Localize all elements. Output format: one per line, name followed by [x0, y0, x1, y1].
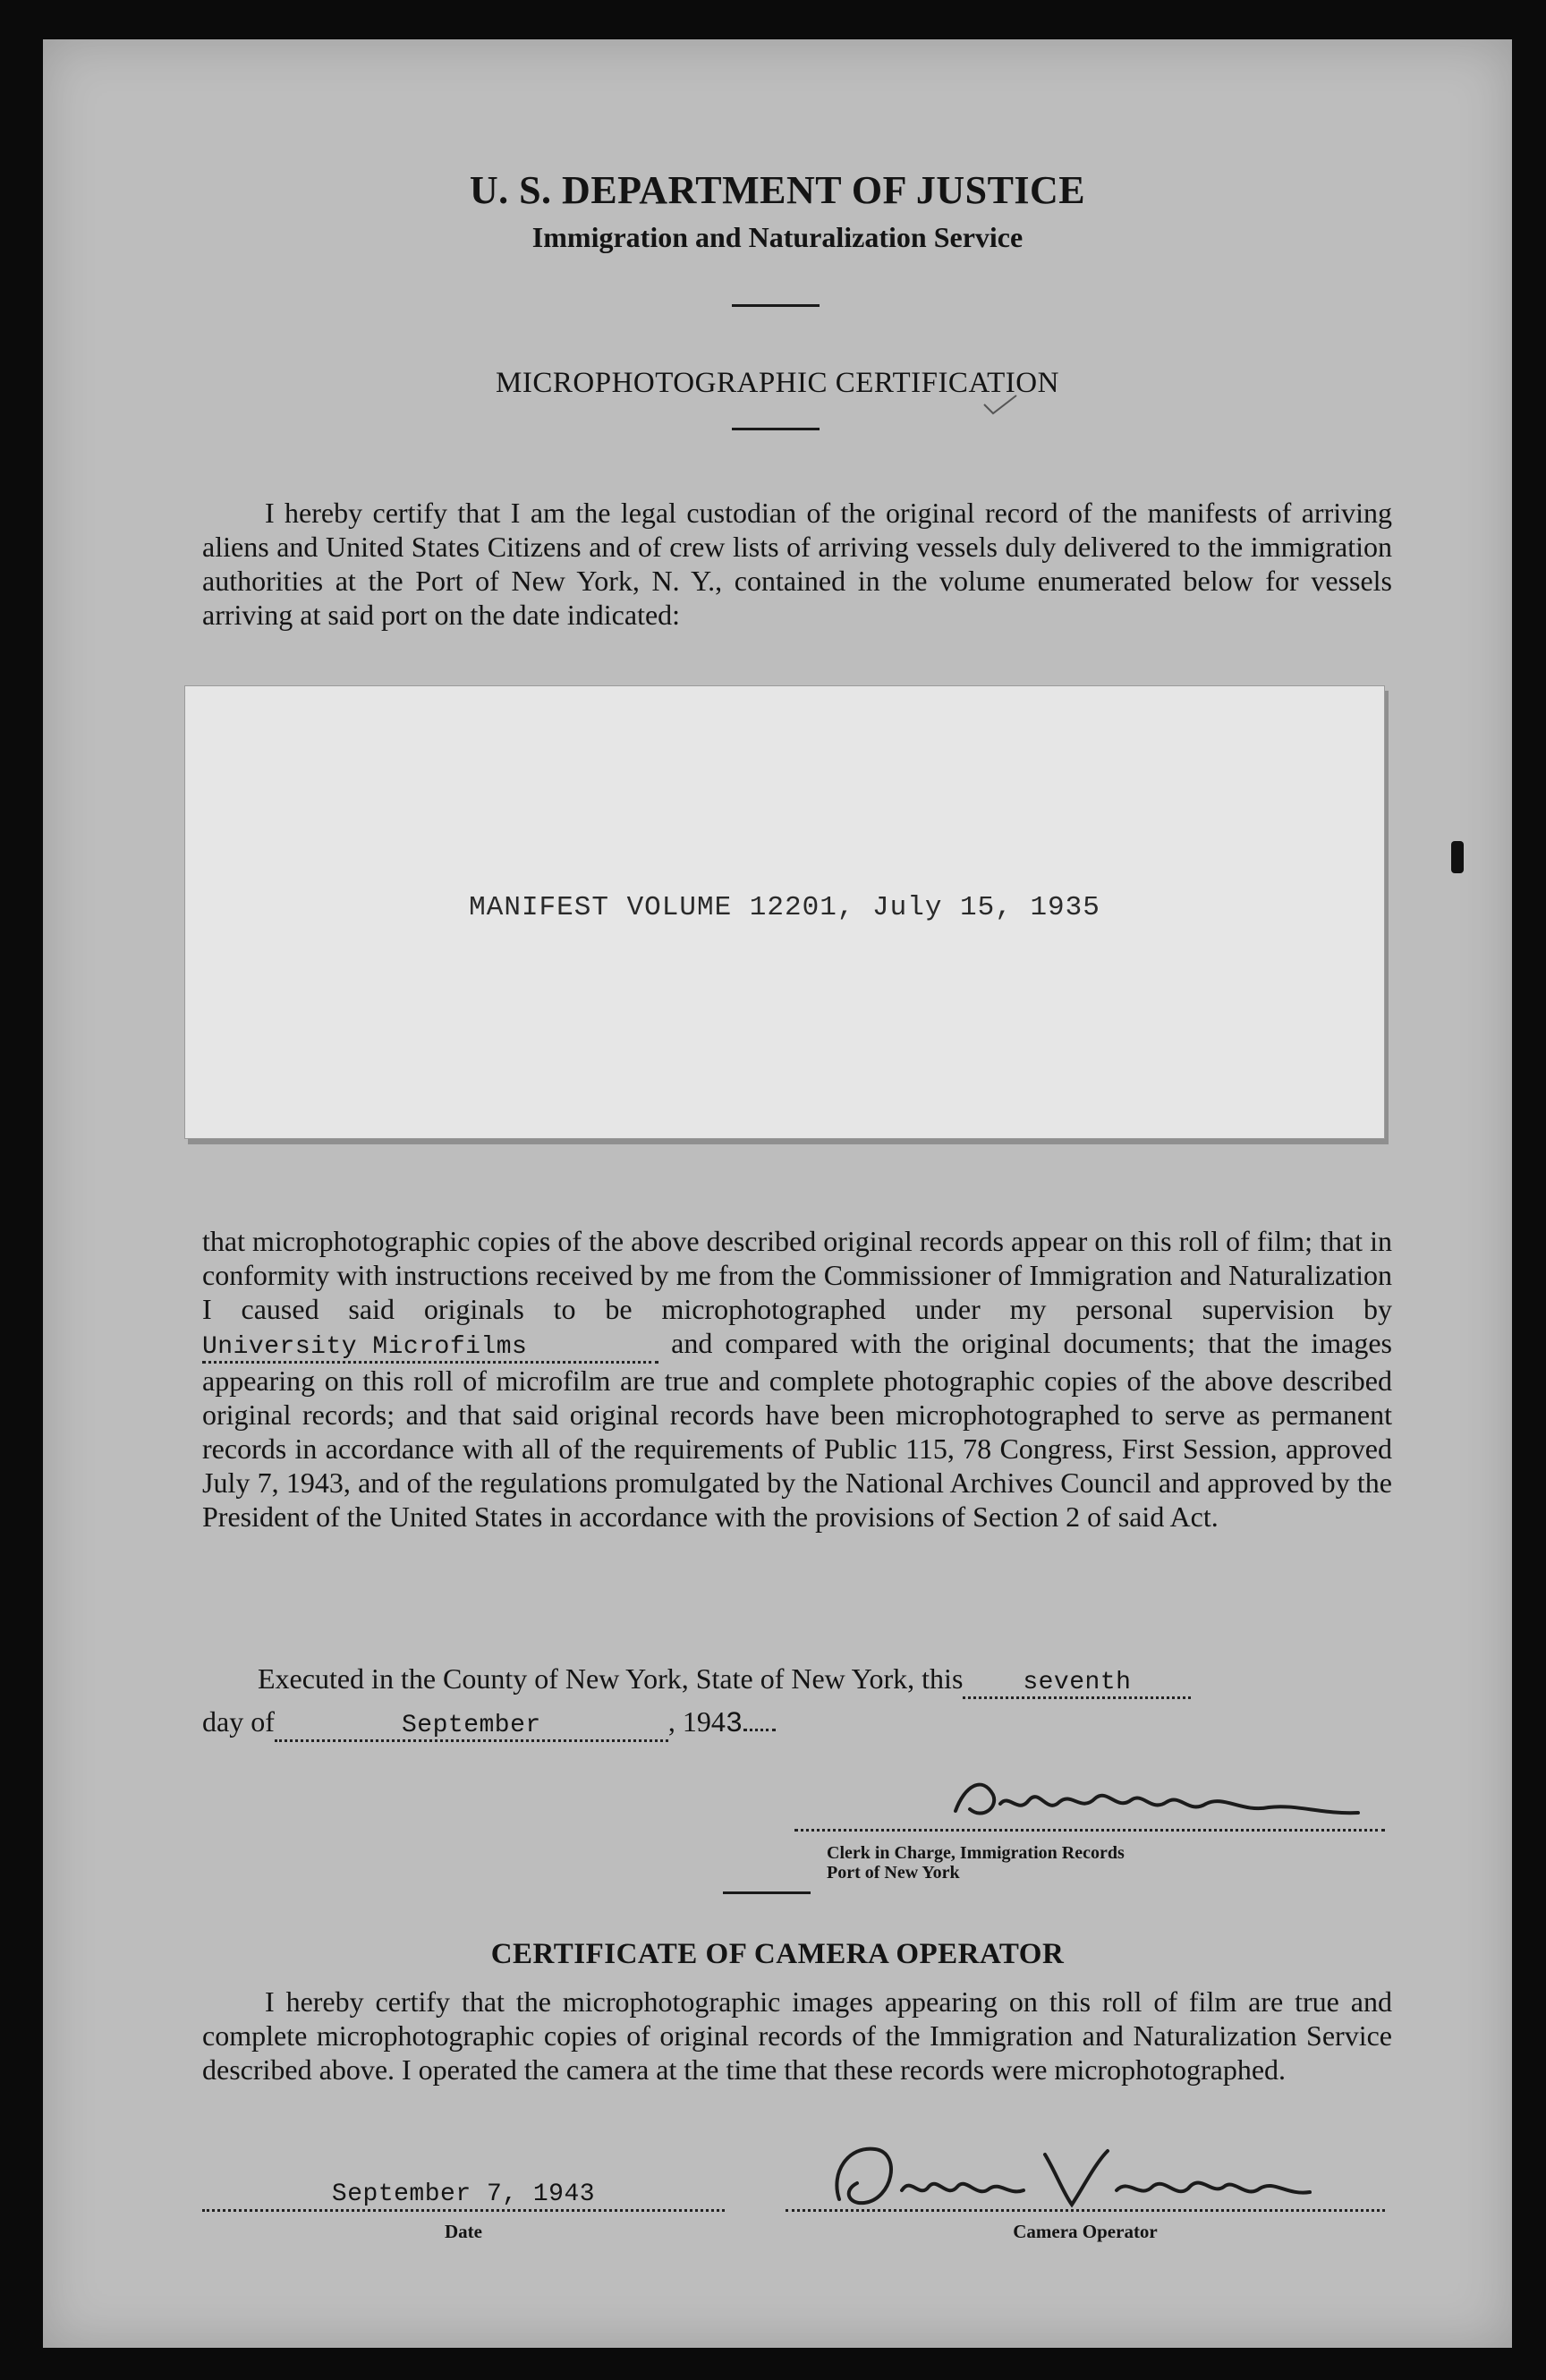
manifest-inset-card: [184, 685, 1385, 1139]
department-heading: U. S. DEPARTMENT OF JUSTICE: [469, 168, 1086, 212]
divider-middle: [732, 428, 820, 430]
clerk-caption-port: Port of New York: [827, 1863, 960, 1883]
clerk-signature-line: [794, 1775, 1385, 1832]
service-subheading: Immigration and Naturalization Service: [531, 221, 1024, 253]
operator-signature: [821, 2137, 1322, 2217]
custodian-paragraph: I hereby certify that I am the legal custodian of the original record of the manifests of arriving aliens and United States Citizens and of crew lists of arriving vessels duly delivered to the immigration authorities at the Port of New York, N. Y., contained in the volume enumerated below for vessels arriving at said port on the date indicated:: [202, 497, 1392, 631]
date-value: September 7, 1943: [331, 2180, 596, 2208]
camera-operator-paragraph: I hereby certify that the microphotographic images appearing on this roll of film are true and complete microphotographic copies of original records of the Immigration and Naturalization Service described above. I operated the camera at the time that these records were microphotographed.: [202, 1985, 1392, 2086]
supervisor-field: University Microfilms: [202, 1334, 658, 1364]
day-field: seventh: [963, 1670, 1191, 1699]
divider-bottom: [723, 1891, 811, 1894]
date-field: [202, 2173, 725, 2212]
certificate-sheet: [43, 39, 1512, 2348]
microfilm-paragraph: [202, 1224, 1392, 1534]
month-field: September: [275, 1713, 668, 1742]
divider-top: [732, 304, 820, 307]
year-digit: 3: [725, 1707, 743, 1740]
certification-title: MICROPHOTOGRAPHIC CERTIFICATION: [496, 367, 1059, 399]
year-prefix: , 194: [667, 1705, 726, 1738]
month-year-line: [202, 1705, 776, 1742]
day-of-label: day of: [202, 1705, 275, 1738]
date-caption: Date: [445, 2221, 482, 2242]
film-edge-mark: [1451, 841, 1464, 873]
camera-operator-title: CERTIFICATE OF CAMERA OPERATOR: [490, 1938, 1065, 1970]
clerk-caption: [827, 1843, 1125, 1883]
microfilm-paragraph-start: that microphotographic copies of the above described original records appear on this roll of film; that in conformity with instructions received by me from the Commissioner of Immigration and Naturalization I caused said originals to be microphotographed under my personal supervision by: [202, 1225, 1392, 1325]
operator-signature-line: [786, 2142, 1385, 2212]
operator-caption: Camera Operator: [1013, 2221, 1158, 2242]
clerk-caption-title: Clerk in Charge, Immigration Records: [827, 1843, 1125, 1863]
clerk-signature: [947, 1768, 1376, 1831]
microfilm-paragraph-end: and compared with the original documents; that the images appearing on this roll of microfilm are true and complete photographic copies of the above described original records; and that said original records have been microphotographed to serve as permanent records in accordance with all of the requirements of Public 115, 78 Congress, First Session, approved July 7, 1943, and of the regulations promulgated by the National Archives Council and approved by the President of the United States in accordance with the provisions of Section 2 of said Act.: [202, 1327, 1393, 1533]
checkmark-icon: [982, 394, 1018, 417]
year-dots: [743, 1729, 776, 1731]
executed-text: Executed in the County of New York, State of New York, this: [258, 1662, 964, 1695]
manifest-volume-label: MANIFEST VOLUME 12201, July 15, 1935: [469, 892, 1100, 923]
executed-line: [258, 1662, 1191, 1699]
